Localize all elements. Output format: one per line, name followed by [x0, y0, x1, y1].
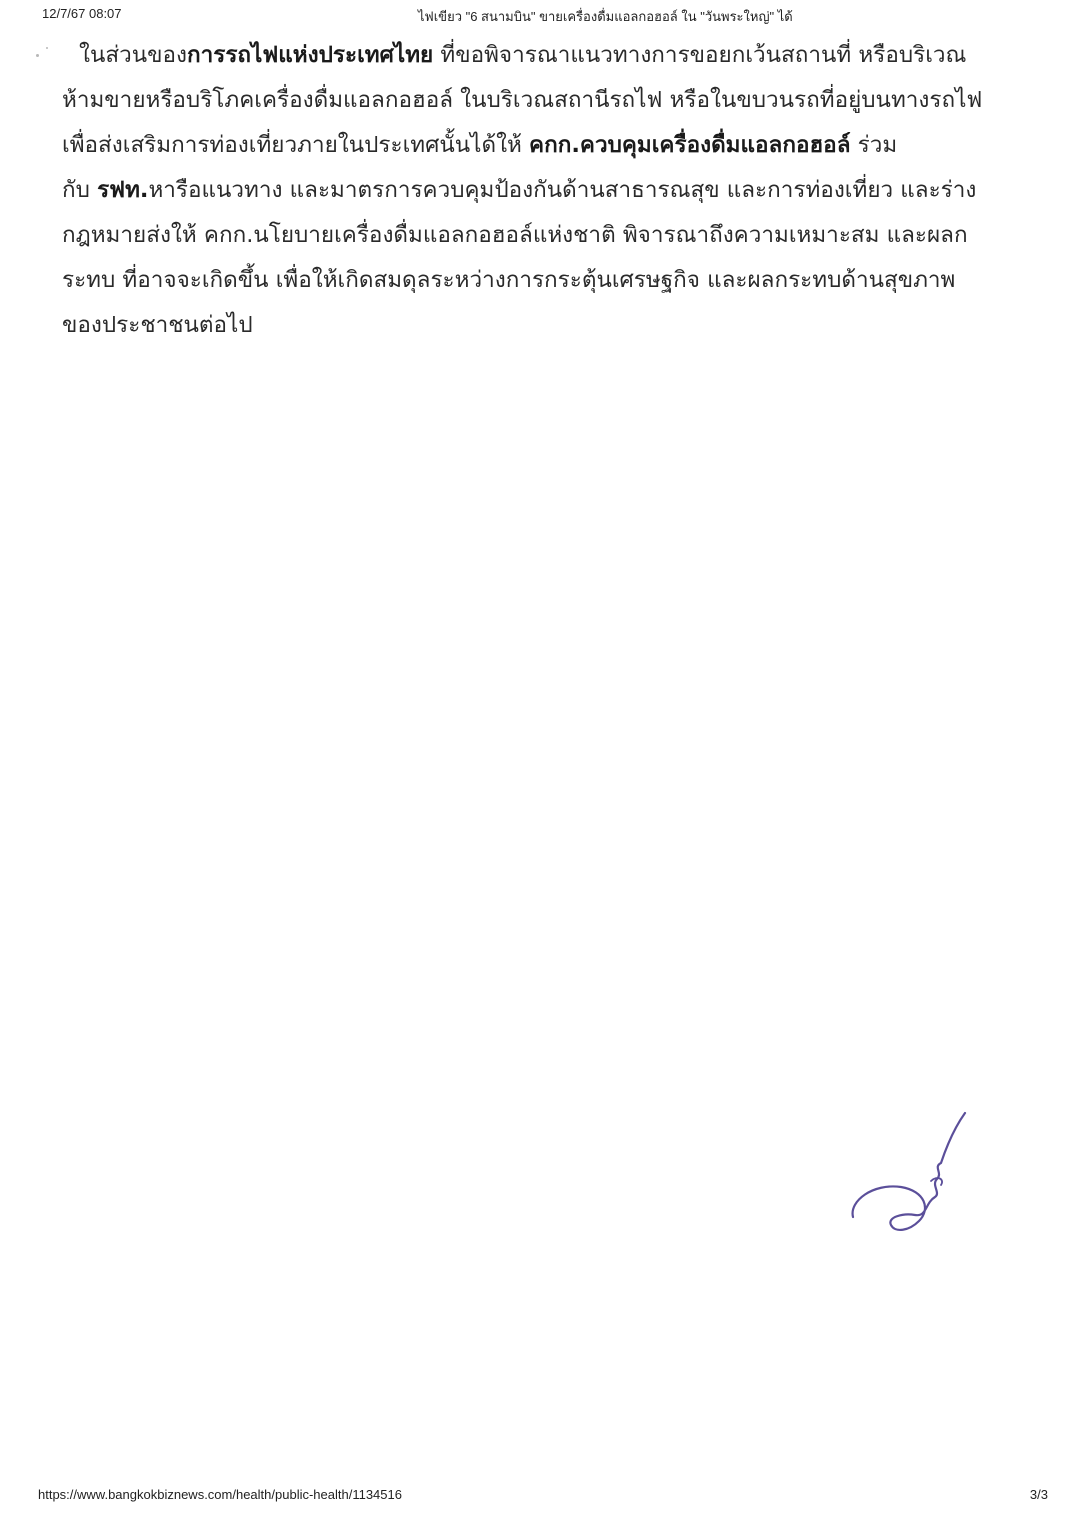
print-header [0, 6, 1078, 28]
bold-segment-committee: คกก.ควบคุมเครื่องดื่มแอลกอฮอล์ [529, 132, 851, 158]
paragraph-line-4 [62, 168, 1030, 213]
text-segment: ร่วม [850, 132, 898, 158]
article-body [62, 33, 1030, 348]
text-segment: ในส่วนของ [79, 42, 187, 68]
text-segment: หารือแนวทาง และมาตรการควบคุมป้องกันด้านสาธารณสุข และการท่องเที่ยว และร่าง [148, 177, 977, 203]
text-segment: ที่ขอพิจารณาแนวทางการขอยกเว้นสถานที่ หรือบริเวณ [433, 42, 967, 68]
paragraph-line-1 [62, 33, 1030, 78]
scan-speck [36, 54, 39, 57]
text-segment: เพื่อส่งเสริมการท่องเที่ยวภายในประเทศนั้นได้ให้ [62, 132, 530, 158]
paragraph-line-3 [62, 123, 1030, 168]
text-segment: กับ [62, 177, 98, 203]
handwritten-signature [845, 1105, 975, 1240]
bold-segment-srt: การรถไฟแห่งประเทศไทย [187, 42, 434, 68]
paragraph-line-5: กฎหมายส่งให้ คกก.นโยบายเครื่องดื่มแอลกอฮอล์แห่งชาติ พิจารณาถึงความเหมาะสม และผลก [62, 222, 968, 248]
print-footer [0, 1487, 1078, 1507]
print-timestamp: 12/7/67 08:07 [42, 6, 122, 21]
bold-segment-rft: รฟท. [97, 177, 149, 203]
page-number: 3/3 [1029, 1487, 1048, 1502]
signature-stroke [853, 1113, 965, 1230]
source-url: https://www.bangkokbiznews.com/health/public-health/1134516 [38, 1487, 402, 1502]
scan-speck [46, 47, 48, 49]
print-page-title: ไฟเขียว "6 สนามบิน" ขายเครื่องดื่มแอลกอฮอล์ ใน "วันพระใหญ่" ได้ [418, 9, 793, 24]
paragraph-line-7: ของประชาชนต่อไป [62, 312, 253, 338]
paragraph-line-6: ระทบ ที่อาจจะเกิดขึ้น เพื่อให้เกิดสมดุลระหว่างการกระตุ้นเศรษฐกิจ และผลกระทบด้านสุขภาพ [62, 267, 956, 293]
paragraph-line-2: ห้ามขายหรือบริโภคเครื่องดื่มแอลกอฮอล์ ในบริเวณสถานีรถไฟ หรือในขบวนรถที่อยู่บนทางรถไฟ [62, 87, 983, 113]
